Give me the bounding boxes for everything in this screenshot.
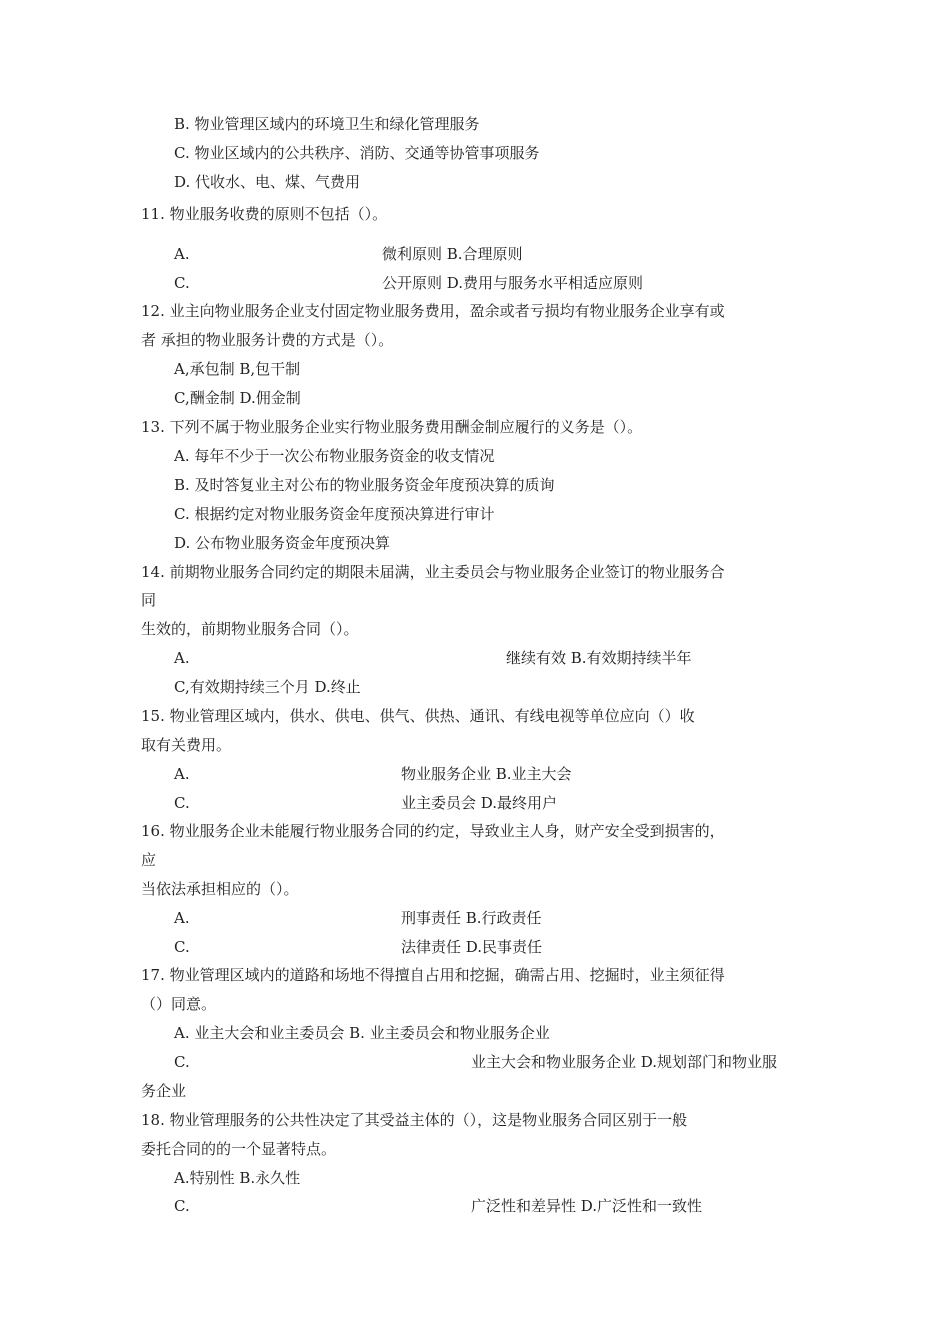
q13-stem: 13. 下列不属于物业服务企业实行物业服务费用酬金制应履行的义务是（）。 [141, 418, 643, 436]
q14-option-ab: 继续有效 B.有效期持续半年 [506, 649, 692, 667]
q16-option-ab: 刑事责任 B.行政责任 [401, 909, 542, 927]
q11-option-ab: 微利原则 B.合理原则 [382, 245, 523, 263]
q10-option-b: B. 物业管理区域内的环境卫生和绿化管理服务 [174, 115, 480, 133]
q11-option-a-label: A. [174, 245, 190, 263]
q13-option-d: D. 公布物业服务资金年度预决算 [174, 534, 391, 552]
q18-stem-line2: 委托合同的的一个显著特点。 [141, 1140, 337, 1158]
q17-option-cd-cont: 务企业 [141, 1082, 187, 1100]
q16-option-c-label: C. [174, 938, 190, 956]
q12-stem-line1: 12. 业主向物业服务企业支付固定物业服务费用，盈余或者亏损均有物业服务企业享有或 [141, 302, 725, 320]
q12-option-cd: C,酬金制 D.佣金制 [174, 389, 301, 407]
q11-option-cd: 公开原则 D.费用与服务水平相适应原则 [382, 274, 644, 292]
q17-stem-line1: 17. 物业管理区域内的道路和场地不得擅自占用和挖掘，确需占用、挖掘时，业主须征得 [141, 966, 725, 984]
q18-option-cd: 广泛性和差异性 D.广泛性和一致性 [471, 1197, 703, 1215]
q16-stem-line3: 当依法承担相应的（）。 [141, 880, 299, 898]
q17-option-cd: 业主大会和物业服务企业 D.规划部门和物业服 [471, 1053, 778, 1071]
q14-stem-line2: 同 [141, 591, 157, 609]
q10-option-c: C. 物业区域内的公共秩序、消防、交通等协管事项服务 [174, 144, 540, 162]
q12-option-ab: A,承包制 B,包干制 [174, 360, 301, 378]
q14-stem-line3: 生效的，前期物业服务合同（）。 [141, 620, 359, 638]
q16-option-a-label: A. [174, 909, 190, 927]
q17-option-ab: A. 业主大会和业主委员会 B. 业主委员会和物业服务企业 [174, 1024, 550, 1042]
q16-stem-line1: 16. 物业服务企业未能履行物业服务合同的约定，导致业主人身，财产安全受到损害的， [141, 822, 725, 840]
q18-stem-line1: 18. 物业管理服务的公共性决定了其受益主体的（），这是物业服务合同区别于一般 [141, 1111, 688, 1129]
q18-option-c-label: C. [174, 1197, 190, 1215]
q16-stem-line2: 应 [141, 851, 157, 869]
q14-option-a-label: A. [174, 649, 190, 667]
q18-option-ab: A.特别性 B.永久性 [174, 1169, 301, 1187]
q13-option-c: C. 根据约定对物业服务资金年度预决算进行审计 [174, 505, 495, 523]
q14-stem-line1: 14. 前期物业服务合同约定的期限未届满，业主委员会与物业服务企业签订的物业服务合 [141, 563, 725, 581]
q10-option-d: D. 代收水、电、煤、气费用 [174, 173, 361, 191]
q11-option-c-label: C. [174, 274, 190, 292]
q13-option-b: B. 及时答复业主对公布的物业服务资金年度预决算的质询 [174, 476, 555, 494]
q15-option-cd: 业主委员会 D.最终用户 [401, 794, 558, 812]
q15-stem-line1: 15. 物业管理区域内，供水、供电、供气、供热、通讯、有线电视等单位应向（）收 [141, 707, 695, 725]
q15-stem-line2: 取有关费用。 [141, 736, 232, 754]
q15-option-a-label: A. [174, 765, 190, 783]
q15-option-ab: 物业服务企业 B.业主大会 [401, 765, 572, 783]
q12-stem-line2: 者 承担的物业服务计费的方式是（）。 [141, 331, 394, 349]
q16-option-cd: 法律责任 D.民事责任 [401, 938, 543, 956]
q15-option-c-label: C. [174, 794, 190, 812]
q13-option-a: A. 每年不少于一次公布物业服务资金的收支情况 [174, 447, 495, 465]
q11-stem: 11. 物业服务收费的原则不包括（）。 [141, 205, 388, 223]
q17-option-c-label: C. [174, 1053, 190, 1071]
q17-stem-line2: （）同意。 [141, 995, 217, 1013]
q14-option-cd: C,有效期持续三个月 D.终止 [174, 678, 361, 696]
